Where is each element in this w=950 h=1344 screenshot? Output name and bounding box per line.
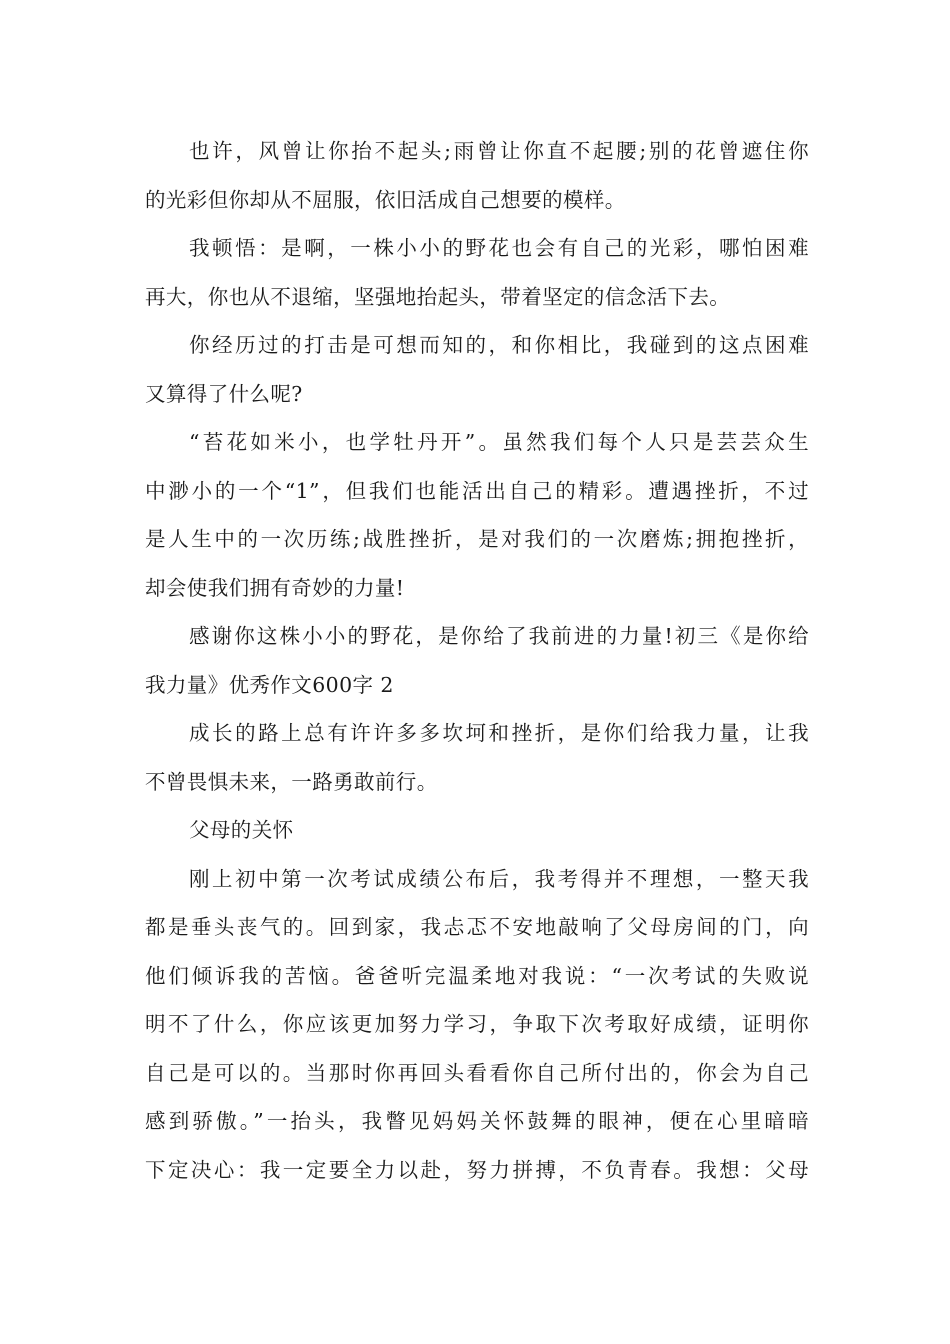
text-line: 都是垂头丧气的。回到家，我忐忑不安地敲响了父母房间的门，向 bbox=[145, 915, 809, 939]
text-line: 中渺小的一个“1”，但我们也能活出自己的精彩。遭遇挫折，不过 bbox=[145, 478, 809, 503]
text-line: 他们倾诉我的苦恼。爸爸听完温柔地对我说：“一次考试的失败说 bbox=[145, 963, 809, 988]
text-line: 你经历过的打击是可想而知的，和你相比，我碰到的这点困难 bbox=[189, 333, 809, 357]
text-line: 却会使我们拥有奇妙的力量! bbox=[145, 575, 405, 600]
heading-line: 父母的关怀 bbox=[189, 818, 294, 842]
text-line: 我顿悟：是啊，一株小小的野花也会有自己的光彩，哪怕困难 bbox=[189, 236, 809, 260]
text-line: 是人生中的一次历练;战胜挫折，是对我们的一次磨炼;拥抱挫折， bbox=[145, 527, 809, 551]
paragraph bbox=[145, 855, 809, 1195]
text-line: 再大，你也从不退缩，坚强地抬起头，带着坚定的信念活下去。 bbox=[145, 284, 731, 309]
text-line: 的光彩但你却从不屈服，依旧活成自己想要的模样。 bbox=[145, 187, 626, 212]
paragraph bbox=[145, 224, 809, 321]
text-line: 又算得了什么呢? bbox=[145, 381, 303, 406]
text-line: 也许，风曾让你抬不起头;雨曾让你直不起腰;别的花曾遮住你 bbox=[189, 139, 809, 163]
text-line: 下定决心：我一定要全力以赴，努力拼搏，不负青春。我想：父母 bbox=[145, 1157, 809, 1182]
paragraph bbox=[145, 127, 809, 224]
document-body bbox=[145, 127, 809, 1194]
text-line: 成长的路上总有许许多多坎坷和挫折，是你们给我力量，让我 bbox=[189, 721, 809, 745]
text-line: 不曾畏惧未来，一路勇敢前行。 bbox=[145, 769, 438, 794]
text-line: 刚上初中第一次考试成绩公布后，我考得并不理想，一整天我 bbox=[189, 866, 809, 891]
text-line: 感谢你这株小小的野花，是你给了我前进的力量!初三《是你给 bbox=[189, 624, 809, 648]
text-line: 我力量》优秀作文600字 2 bbox=[145, 672, 394, 697]
text-line: “苔花如米小，也学牡丹开”。虽然我们每个人只是芸芸众生 bbox=[189, 430, 809, 454]
text-line: 明不了什么，你应该更加努力学习，争取下次考取好成绩，证明你 bbox=[145, 1012, 809, 1036]
paragraph bbox=[145, 418, 809, 612]
paragraph bbox=[145, 612, 809, 709]
paragraph bbox=[145, 321, 809, 418]
text-line: 自己是可以的。当那时你再回头看看你自己所付出的，你会为自己 bbox=[145, 1060, 809, 1085]
paragraph bbox=[145, 709, 809, 806]
text-line: 感到骄傲。”一抬头，我瞥见妈妈关怀鼓舞的眼神，便在心里暗暗 bbox=[145, 1109, 809, 1133]
section-heading bbox=[145, 806, 809, 855]
